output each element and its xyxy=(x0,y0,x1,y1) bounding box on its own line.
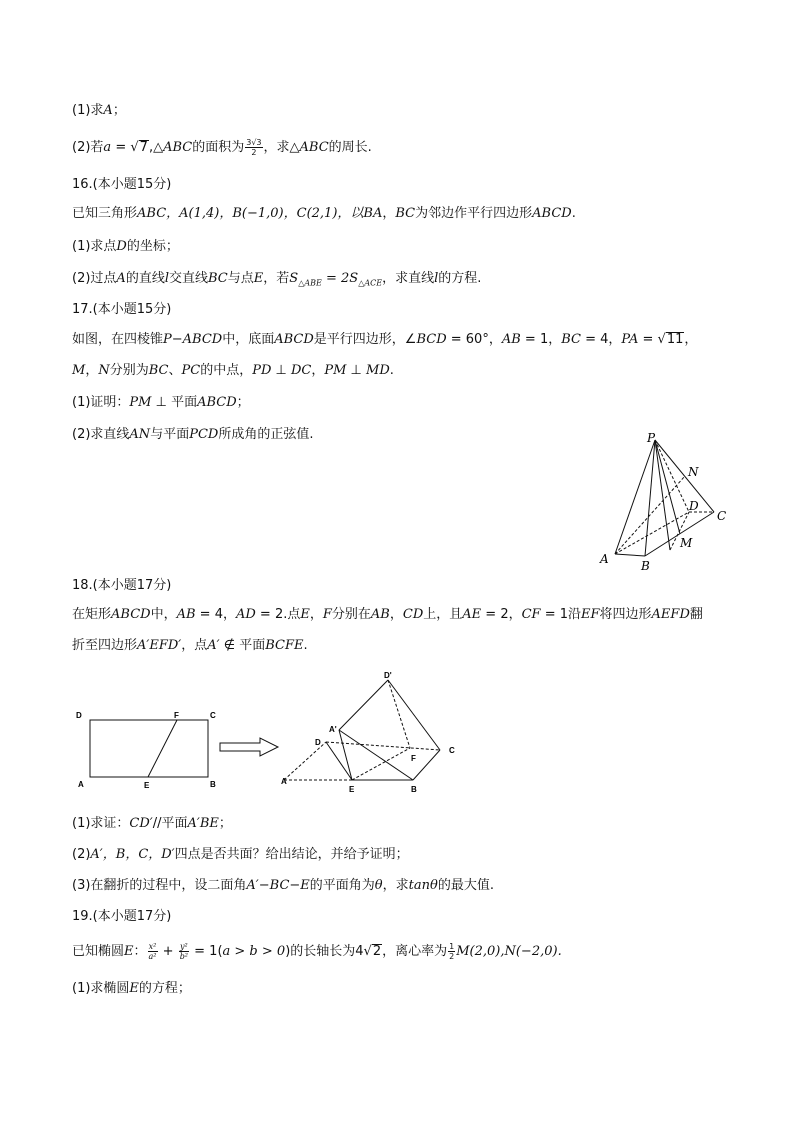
folding-figure xyxy=(70,668,470,798)
q15-part2: (2)若a = √7,△ABC的面积为 $\frac{3√3}{2}$ ，求△ABC的周长. xyxy=(72,138,372,157)
fig1-label-B: B xyxy=(210,780,216,789)
q16-part1: (1)求点D的坐标； xyxy=(72,239,179,254)
fig1-label-D: D xyxy=(76,711,82,720)
q17-stem-line2: M，N分别为BC、PC的中点，PD ⊥ DC，PM ⊥ MD. xyxy=(72,363,394,378)
label-C: C xyxy=(717,509,727,523)
q17-header: 17.(本小题15分) xyxy=(72,302,172,317)
q18-part3: (3)在翻折的过程中，设二面角A′−BC−E的平面角为θ，求tanθ的最大值. xyxy=(72,878,494,893)
q19-stem: 已知椭圆E： $\frac{\text{x²}}{\text{a²}}$ + $\frac{\text{y²}}{\text{b²}}$ = 1(a > b > 0)的长轴长为4√2，离心率为 $\frac{1}{2}$ M(2,0),N(−2,0). xyxy=(72,942,562,961)
fig2-label-A-prime: A' xyxy=(329,725,337,734)
pyramid-figure xyxy=(590,426,740,576)
fig2-label-C: C xyxy=(449,746,455,755)
q16-stem: 已知三角形ABC，A(1,4)，B(−1,0)，C(2,1)，以BA，BC为邻边作平行四边形ABCD. xyxy=(72,206,576,221)
q18-part2: (2)A′，B，C，D′四点是否共面？给出结论，并给予证明； xyxy=(72,847,409,862)
q18-part1: (1)求证：CD′//平面A′BE； xyxy=(72,816,232,831)
q17-part1: (1)证明：PM ⊥ 平面ABCD； xyxy=(72,395,250,410)
q17-part2: (2)求直线AN与平面PCD所成角的正弦值. xyxy=(72,427,314,442)
q19-part1: (1)求椭圆E的方程； xyxy=(72,981,191,996)
q18-header: 18.(本小题17分) xyxy=(72,578,172,593)
q18-stem-line1: 在矩形ABCD中，AB = 4，AD = 2.点E，F分别在AB，CD上，且AE = 2，CF = 1沿EF将四边形AEFD翻 xyxy=(72,607,703,622)
label-A: A xyxy=(600,552,609,566)
x-fraction: $\frac{\text{x²}}{\text{a²}}$ xyxy=(148,942,157,961)
q15-part1: (1)求A； xyxy=(72,103,126,118)
fig2-label-F: F xyxy=(411,754,416,763)
area-fraction: $\frac{3√3}{2}$ xyxy=(246,138,262,157)
q16-header: 16.(本小题15分) xyxy=(72,177,172,192)
fig1-label-C: C xyxy=(210,711,216,720)
q17-stem-line1: 如图，在四棱锥P−ABCD中，底面ABCD是平行四边形，∠BCD = 60°，AB = 1，BC = 4，PA = √11， xyxy=(72,332,698,347)
label-D: D xyxy=(689,499,699,513)
label-P: P xyxy=(647,431,656,445)
fig1-label-F: F xyxy=(174,711,179,720)
label-N: N xyxy=(688,465,699,479)
label-M: M xyxy=(680,536,693,550)
transform-arrow xyxy=(220,738,278,756)
fig1-label-E: E xyxy=(144,781,150,790)
fig2-label-B: B xyxy=(411,785,417,794)
fig1-label-A: A xyxy=(78,780,84,789)
fig2-label-A: A xyxy=(281,777,287,786)
fig2-label-D: D xyxy=(315,738,321,747)
q19-header: 19.(本小题17分) xyxy=(72,909,172,924)
fig2-label-D-prime: D' xyxy=(384,671,392,680)
q18-stem-line2: 折至四边形A′EFD′，点A′ ∉ 平面BCFE. xyxy=(72,638,308,653)
q16-part2: (2)过点A的直线l交直线BC与点E，若$S_{\triangle ABE} = 2S_{\triangle ACE}$，求直线l的方程. xyxy=(72,271,482,288)
fig2-label-E: E xyxy=(349,785,355,794)
y-fraction: $\frac{\text{y²}}{\text{b²}}$ xyxy=(179,942,189,961)
half-fraction: $\frac{1}{2}$ xyxy=(449,942,455,961)
label-B: B xyxy=(641,559,650,573)
